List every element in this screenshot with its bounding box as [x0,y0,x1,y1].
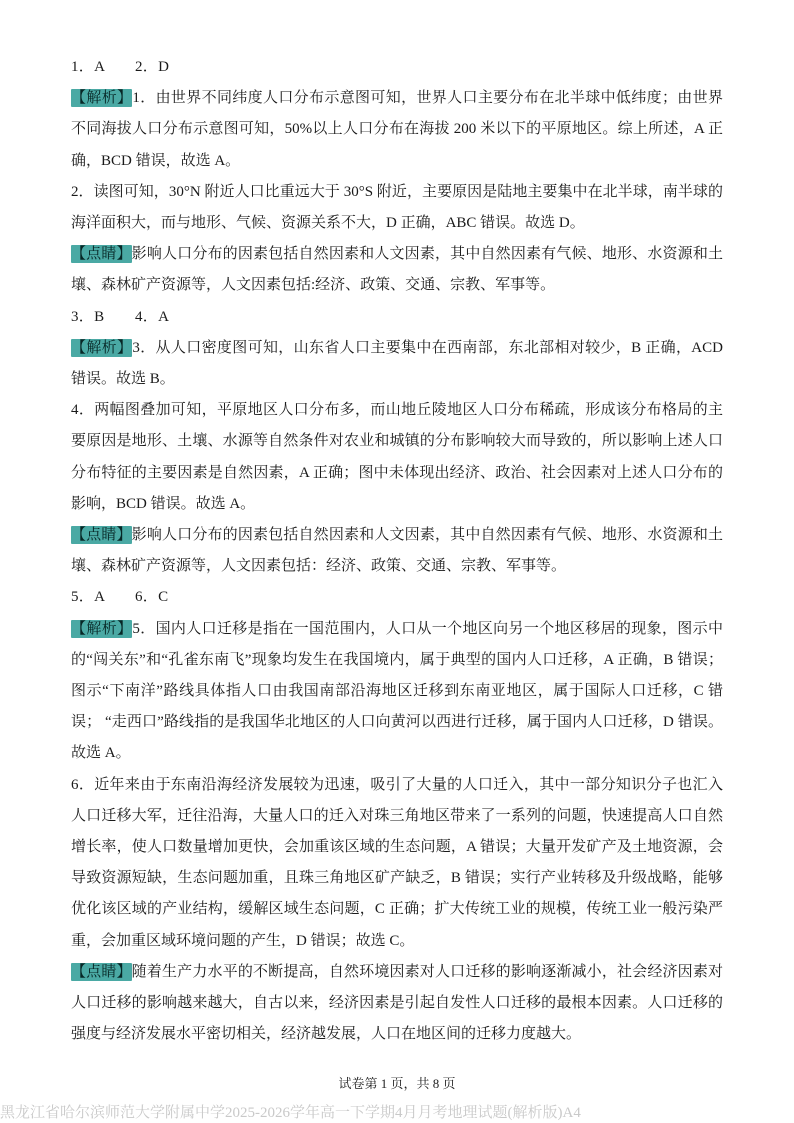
keypoint-paragraph [71,957,723,1051]
analysis-tag: 【解析】 [71,620,133,637]
page-footer: 试卷第 1 页，共 8 页 [338,1076,456,1091]
explanation-paragraph [71,395,723,520]
analysis-paragraph [71,614,723,770]
analysis-paragraph [71,83,723,177]
paragraph-text: 影响人口分布的因素包括自然因素和人文因素，其中自然因素有气候、地形、水资源和土壤、森林矿产资源等，人文因素包括：经济、政策、交通、宗教、军事等。 [71,527,723,575]
keypoint-tag: 【点睛】 [71,246,132,263]
paragraph-text: 2．读图可知，30°N 附近人口比重远大于 30°S 附近，主要原因是陆地主要集中在北半球，南半球的海洋面积大，而与地形、气候、资源关系不大，D 正确，ABC 错误。故选 D。 [71,183,723,232]
answer-line: 1．A 2．D [71,59,170,75]
answer-line: 5．A 6．C [71,589,169,606]
paragraph-text: 4．两幅图叠加可知，平原地区人口分布多，而山地丘陵地区人口分布稀疏，形成该分布格局的主要原因是地形、土壤、水源等自然条件对农业和城镇的分布影响较大而导致的，所以影响上述人口分布特征的主要因素是自然因素，A 正确；图中未体现出经济、政治、社会因素对上述人口分布的影响，BCD 错误。故选 A。 [71,402,723,512]
keypoint-tag: 【点睛】 [71,963,132,980]
paragraph-text: 3．从人口密度图可知，山东省人口主要集中在西南部，东北部相对较少，B 正确，ACD 错误。故选 B。 [71,339,723,388]
paragraph-text: 6．近年来由于东南沿海经济发展较为迅速，吸引了大量的人口迁入，其中一部分知识分子也汇入人口迁移大军，迁往沿海，大量人口的迁入对珠三角地区带来了一系列的问题，快速提高人口自然增长率，使人口数量增加更快，会加重该区域的生态问题，A 错误；大量开发矿产及土地资源，会导致资源短缺，生态问题加重，且珠三角地区矿产缺乏，B 错误；实行产业转移及升级战略，能够优化该区域的产业结构，缓解区域生态问题，C 正确；扩大传统工业的规模，传统工业一般污染严重，会加重区域环境问题的产生，D 错误；故选 C。 [71,776,723,949]
explanation-paragraph [71,177,723,239]
analysis-paragraph [71,333,723,395]
analysis-tag: 【解析】 [71,339,133,356]
paragraph-text: 影响人口分布的因素包括自然因素和人文因素，其中自然因素有气候、地形、水资源和土壤、森林矿产资源等，人文因素包括:经济、政策、交通、宗教、军事等。 [71,246,723,294]
document-content [71,52,723,1051]
watermark: 黑龙江省哈尔滨师范大学附属中学2025-2026学年高一下学期4月月考地理试题(解析版)A4 [0,1105,581,1121]
paragraph-text: 1．由世界不同纬度人口分布示意图可知，世界人口主要分布在北半球中低纬度；由世界不同海拔人口分布示意图可知，50%以上人口分布在海拔 200 米以下的平原地区。综上所述，A 正确，BCD 错误，故选 A。 [71,90,723,169]
keypoint-tag: 【点睛】 [71,527,132,544]
explanation-paragraph [71,770,723,957]
analysis-tag: 【解析】 [71,90,133,107]
keypoint-paragraph [71,520,723,582]
paragraph-text: 5．国内人口迁移是指在一国范围内，人口从一个地区向另一个地区移居的现象，图示中的“闯关东”和“孔雀东南飞”现象均发生在我国境内，属于典型的国内人口迁移，A 正确，B 错误；图示“下南洋”路线具体指人口由我国南部沿海地区迁移到东南亚地区，属于国际人口迁移，C 错误； “走西口”路线指的是我国华北地区的人口向黄河以西进行迁移，属于国内人口迁移，D 错误。故选 A。 [71,620,723,762]
keypoint-paragraph [71,239,723,301]
answer-line: 3．B 4．A [71,308,170,325]
paragraph-text: 随着生产力水平的不断提高，自然环境因素对人口迁移的影响逐渐减小，社会经济因素对人口迁移的影响越来越大，自古以来，经济因素是引起自发性人口迁移的最根本因素。人口迁移的强度与经济发展水平密切相关，经济越发展，人口在地区间的迁移力度越大。 [71,963,723,1043]
